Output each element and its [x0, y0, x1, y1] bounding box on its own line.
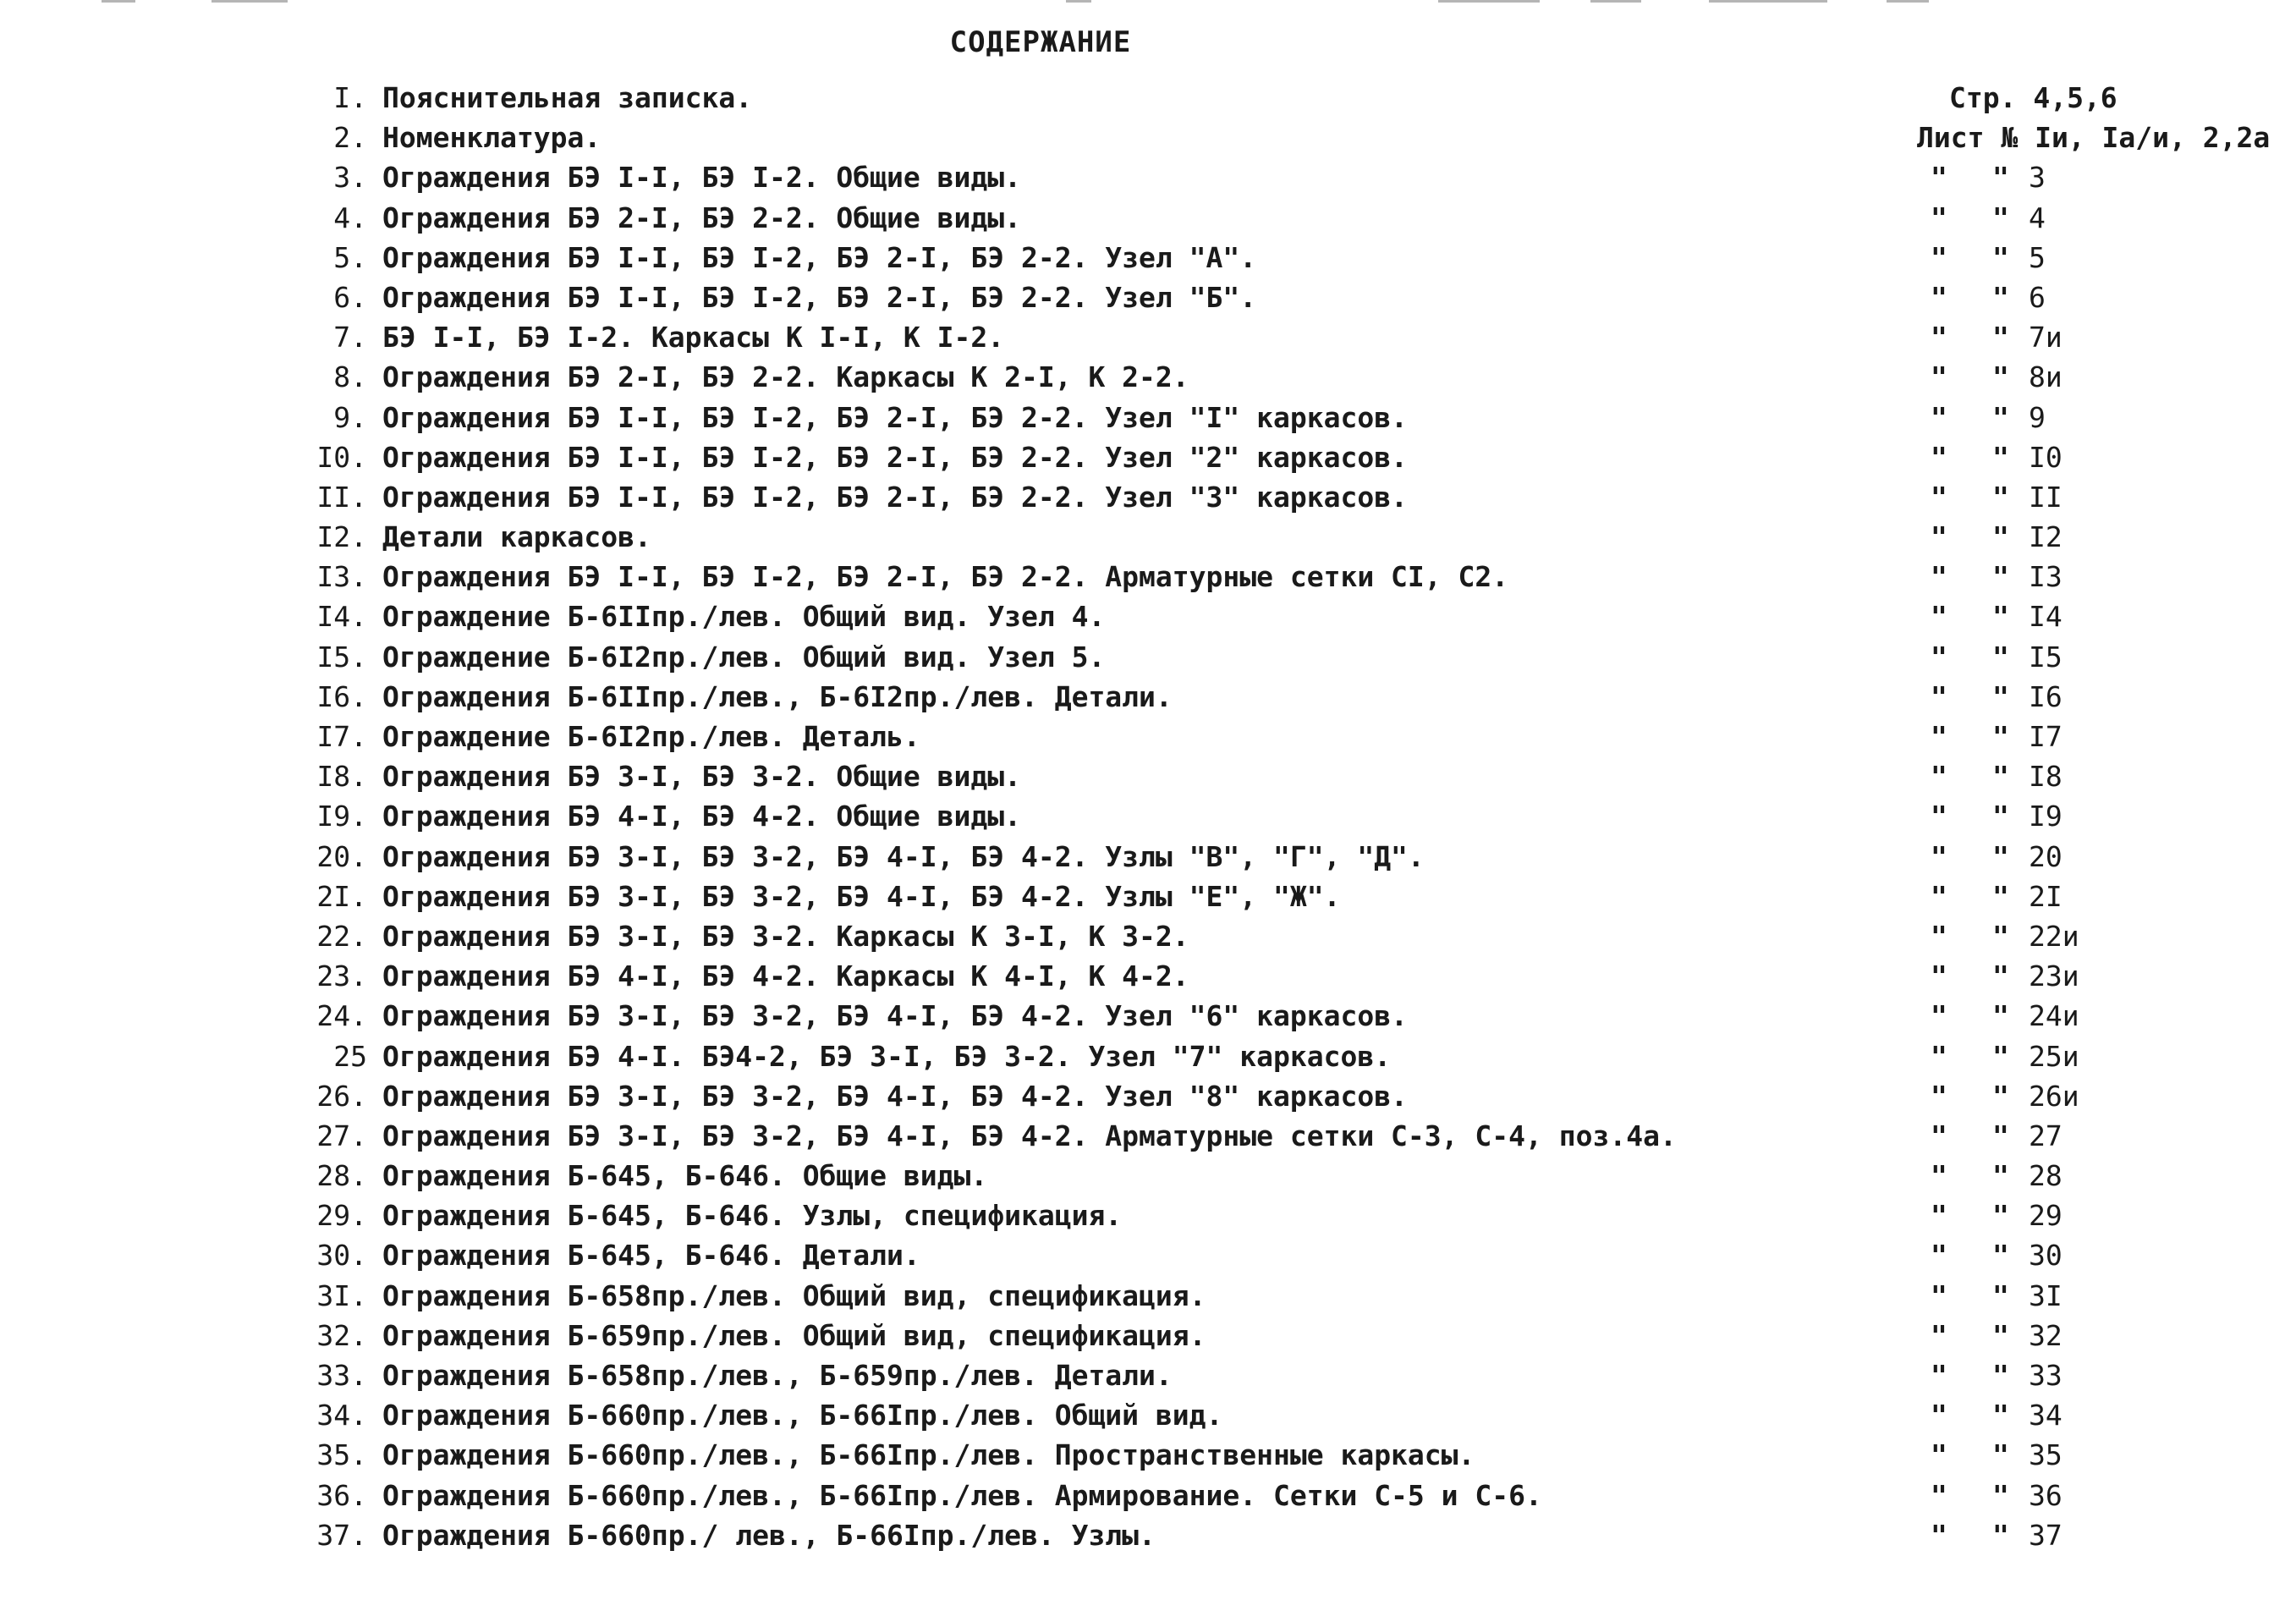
- item-title: Пояснительная записка.: [382, 81, 753, 114]
- item-title: Ограждения БЭ 3-I, БЭ 3-2. Каркасы К 3-I, К 3-2.: [382, 919, 1189, 953]
- item-title: Ограждения БЭ 3-I, БЭ 3-2, БЭ 4-I, БЭ 4-2. Арматурные сетки С-3, С-4, поз.4а.: [382, 1119, 1677, 1152]
- item-sheet-number: I7: [2029, 720, 2063, 753]
- contents-row: [0, 1515, 2296, 1555]
- item-sheet-number: I0: [2029, 440, 2063, 474]
- ditto-mark: ": [1931, 800, 1947, 833]
- ditto-mark: ": [1992, 600, 2009, 634]
- contents-row: [0, 1196, 2296, 1235]
- ditto-mark: ": [1931, 1359, 1947, 1392]
- item-sheet-number: 37: [2029, 1518, 2063, 1552]
- ditto-mark: ": [1931, 1239, 1947, 1273]
- ditto-mark: ": [1931, 640, 1947, 674]
- ditto-mark: ": [1992, 161, 2009, 195]
- ditto-mark: ": [1992, 1318, 2009, 1352]
- scan-top-edge: [0, 0, 2296, 5]
- item-number: 28.: [316, 1159, 367, 1193]
- ditto-mark: ": [1992, 800, 2009, 833]
- item-number: 23.: [316, 959, 367, 993]
- contents-row: [0, 317, 2296, 357]
- ditto-mark: ": [1992, 480, 2009, 514]
- item-sheet-number: 33: [2029, 1359, 2063, 1392]
- contents-row: [0, 796, 2296, 836]
- contents-row: [0, 198, 2296, 238]
- item-number: 20.: [316, 839, 367, 873]
- page-title: СОДЕРЖАНИЕ: [949, 25, 1132, 59]
- item-number: 3I.: [316, 1278, 367, 1312]
- ditto-mark: ": [1931, 879, 1947, 913]
- ditto-mark: ": [1992, 1199, 2009, 1233]
- ditto-mark: ": [1931, 919, 1947, 953]
- item-number: I8.: [316, 760, 367, 794]
- ditto-mark: ": [1992, 959, 2009, 993]
- contents-row: [0, 278, 2296, 317]
- contents-row: [0, 398, 2296, 437]
- item-number: 36.: [316, 1478, 367, 1512]
- ditto-mark: ": [1931, 760, 1947, 794]
- contents-list: [0, 78, 2296, 1555]
- item-title: Ограждения БЭ I-I, БЭ I-2, БЭ 2-I, БЭ 2-2. Узел "3" каркасов.: [382, 480, 1408, 514]
- contents-row: [0, 1355, 2296, 1395]
- item-title: Номенклатура.: [382, 121, 601, 155]
- item-number: I4.: [316, 600, 367, 634]
- item-sheet-number: I2: [2029, 520, 2063, 554]
- item-number: 5.: [333, 240, 367, 274]
- ditto-mark: ": [1931, 161, 1947, 195]
- item-number: I0.: [316, 440, 367, 474]
- item-title: Ограждения Б-660пр./лев., Б-66Iпр./лев. Общий вид.: [382, 1399, 1223, 1432]
- contents-row: [0, 677, 2296, 717]
- ditto-mark: ": [1931, 1318, 1947, 1352]
- ditto-mark: ": [1931, 1278, 1947, 1312]
- item-sheet-number: 8и: [2029, 360, 2063, 394]
- item-title: Ограждения Б-645, Б-646. Общие виды.: [382, 1159, 988, 1193]
- ditto-mark: ": [1992, 999, 2009, 1033]
- item-sheet-number: I9: [2029, 800, 2063, 833]
- item-sheet-number: I8: [2029, 760, 2063, 794]
- contents-row: [0, 1036, 2296, 1076]
- item-number: 35.: [316, 1438, 367, 1472]
- item-title: БЭ I-I, БЭ I-2. Каркасы К I-I, К I-2.: [382, 321, 1005, 355]
- item-sheet-number: II: [2029, 480, 2063, 514]
- contents-row: [0, 597, 2296, 636]
- ditto-mark: ": [1992, 1119, 2009, 1152]
- item-title: Ограждения БЭ I-I, БЭ I-2, БЭ 2-I, БЭ 2-2. Узел "Б".: [382, 280, 1257, 314]
- item-title: Ограждения БЭ 2-I, БЭ 2-2. Общие виды.: [382, 201, 1021, 234]
- item-sheet-number: 28: [2029, 1159, 2063, 1193]
- item-sheet-number: 4: [2029, 201, 2046, 234]
- ditto-mark: ": [1992, 1399, 2009, 1432]
- ditto-mark: ": [1931, 560, 1947, 594]
- ditto-mark: ": [1931, 959, 1947, 993]
- item-number: II.: [316, 480, 367, 514]
- contents-row: [0, 637, 2296, 677]
- item-sheet-number: 7и: [2029, 321, 2063, 355]
- contents-row: [0, 437, 2296, 477]
- contents-row: [0, 517, 2296, 557]
- item-number: 3.: [333, 161, 367, 195]
- item-title: Детали каркасов.: [382, 520, 651, 554]
- ditto-mark: ": [1992, 879, 2009, 913]
- item-number: 9.: [333, 400, 367, 434]
- ditto-mark: ": [1992, 1159, 2009, 1193]
- item-number: 29.: [316, 1199, 367, 1233]
- item-number: 2I.: [316, 879, 367, 913]
- item-number: 37.: [316, 1518, 367, 1552]
- item-title: Ограждения БЭ 4-I, БЭ 4-2. Общие виды.: [382, 800, 1021, 833]
- ditto-mark: ": [1992, 201, 2009, 234]
- ditto-mark: ": [1931, 1399, 1947, 1432]
- ditto-mark: ": [1992, 360, 2009, 394]
- ditto-mark: ": [1931, 440, 1947, 474]
- contents-row: [0, 238, 2296, 278]
- item-number: 6.: [333, 280, 367, 314]
- item-number: 34.: [316, 1399, 367, 1432]
- item-sheet-number: I3: [2029, 560, 2063, 594]
- ditto-mark: ": [1931, 600, 1947, 634]
- contents-row: [0, 1395, 2296, 1435]
- item-number: 32.: [316, 1318, 367, 1352]
- ditto-mark: ": [1931, 679, 1947, 713]
- item-number: 26.: [316, 1079, 367, 1113]
- item-sheet-number: 3I: [2029, 1278, 2063, 1312]
- ditto-mark: ": [1931, 999, 1947, 1033]
- item-title: Ограждения БЭ 3-I, БЭ 3-2. Общие виды.: [382, 760, 1021, 794]
- item-number: 24.: [316, 999, 367, 1033]
- contents-row: [0, 1276, 2296, 1316]
- item-sheet-number: I5: [2029, 640, 2063, 674]
- item-title: Ограждения БЭ 3-I, БЭ 3-2, БЭ 4-I, БЭ 4-2. Узлы "Е", "Ж".: [382, 879, 1341, 913]
- item-sheet-number: 2I: [2029, 879, 2063, 913]
- contents-row: [0, 1116, 2296, 1156]
- ditto-mark: ": [1931, 1039, 1947, 1073]
- ditto-mark: ": [1992, 679, 2009, 713]
- contents-row: [0, 157, 2296, 197]
- item-number: 7.: [333, 321, 367, 355]
- item-title: Ограждения БЭ I-I, БЭ I-2, БЭ 2-I, БЭ 2-2. Узел "I" каркасов.: [382, 400, 1408, 434]
- item-number: 4.: [333, 201, 367, 234]
- item-title: Ограждения Б-659пр./лев. Общий вид, спецификация.: [382, 1318, 1206, 1352]
- ditto-mark: ": [1992, 1278, 2009, 1312]
- ditto-mark: ": [1992, 1438, 2009, 1472]
- ditto-mark: ": [1931, 360, 1947, 394]
- contents-row: [0, 78, 2296, 118]
- item-title: Ограждения Б-660пр./лев., Б-66Iпр./лев. Армирование. Сетки С-5 и С-6.: [382, 1478, 1542, 1512]
- item-number: 27.: [316, 1119, 367, 1152]
- item-title: Ограждения БЭ 3-I, БЭ 3-2, БЭ 4-I, БЭ 4-2. Узлы "В", "Г", "Д".: [382, 839, 1425, 873]
- item-sheet-number: 20: [2029, 839, 2063, 873]
- ditto-mark: ": [1931, 240, 1947, 274]
- item-sheet-number: 23и: [2029, 959, 2079, 993]
- item-number: I3.: [316, 560, 367, 594]
- item-title: Ограждения БЭ I-I, БЭ I-2. Общие виды.: [382, 161, 1021, 195]
- contents-row: [0, 717, 2296, 756]
- item-number: 33.: [316, 1359, 367, 1392]
- item-sheet-number: 3: [2029, 161, 2046, 195]
- ditto-mark: ": [1931, 400, 1947, 434]
- item-title: Ограждения Б-660пр./лев., Б-66Iпр./лев. Пространственные каркасы.: [382, 1438, 1475, 1472]
- item-title: Ограждение Б-6I2пр./лев. Деталь.: [382, 720, 920, 753]
- item-sheet-number: 30: [2029, 1239, 2063, 1273]
- ditto-mark: ": [1931, 321, 1947, 355]
- contents-row: [0, 118, 2296, 157]
- item-title: Ограждения БЭ 3-I, БЭ 3-2, БЭ 4-I, БЭ 4-2. Узел "6" каркасов.: [382, 999, 1408, 1033]
- ditto-mark: ": [1931, 280, 1947, 314]
- item-sheet-number: 24и: [2029, 999, 2079, 1033]
- ditto-mark: ": [1992, 280, 2009, 314]
- contents-row: [0, 877, 2296, 916]
- item-number: I9.: [316, 800, 367, 833]
- contents-row: [0, 1316, 2296, 1355]
- ditto-mark: ": [1992, 1079, 2009, 1113]
- item-title: Ограждения Б-660пр./ лев., Б-66Iпр./лев. Узлы.: [382, 1518, 1156, 1552]
- item-title: Ограждение Б-6I2пр./лев. Общий вид. Узел 5.: [382, 640, 1106, 674]
- item-sheet-number: 36: [2029, 1478, 2063, 1512]
- ditto-mark: ": [1931, 1518, 1947, 1552]
- ditto-mark: ": [1931, 480, 1947, 514]
- item-number: 22.: [316, 919, 367, 953]
- ditto-mark: ": [1992, 440, 2009, 474]
- item-sheet-number: 25и: [2029, 1039, 2079, 1073]
- ditto-mark: ": [1992, 1359, 2009, 1392]
- item-sheet-number: I6: [2029, 679, 2063, 713]
- ditto-mark: ": [1931, 1159, 1947, 1193]
- item-title: Ограждения БЭ 2-I, БЭ 2-2. Каркасы К 2-I, К 2-2.: [382, 360, 1189, 394]
- item-title: Ограждения БЭ 4-I. БЭ4-2, БЭ 3-I, БЭ 3-2. Узел "7" каркасов.: [382, 1039, 1392, 1073]
- item-sheet-number: 27: [2029, 1119, 2063, 1152]
- ditto-mark: ": [1992, 560, 2009, 594]
- contents-row: [0, 1156, 2296, 1196]
- ditto-mark: ": [1992, 240, 2009, 274]
- ditto-mark: ": [1931, 1119, 1947, 1152]
- item-sheet-number: I4: [2029, 600, 2063, 634]
- item-title: Ограждения БЭ I-I, БЭ I-2, БЭ 2-I, БЭ 2-2. Узел "А".: [382, 240, 1257, 274]
- ditto-mark: ": [1931, 839, 1947, 873]
- item-number: 2.: [333, 121, 367, 155]
- contents-row: [0, 756, 2296, 796]
- item-number: 25: [333, 1039, 367, 1073]
- ditto-mark: ": [1992, 1518, 2009, 1552]
- contents-row: [0, 357, 2296, 397]
- item-number: I2.: [316, 520, 367, 554]
- contents-row: [0, 1076, 2296, 1116]
- item-title: Ограждения БЭ I-I, БЭ I-2, БЭ 2-I, БЭ 2-2. Арматурные сетки CI, C2.: [382, 560, 1509, 594]
- item-sheet-number: 9: [2029, 400, 2046, 434]
- ditto-mark: ": [1931, 201, 1947, 234]
- contents-row: [0, 996, 2296, 1036]
- ditto-mark: ": [1992, 760, 2009, 794]
- ditto-mark: ": [1931, 520, 1947, 554]
- ditto-mark: ": [1931, 1478, 1947, 1512]
- ditto-mark: ": [1992, 640, 2009, 674]
- item-title: Ограждения БЭ 4-I, БЭ 4-2. Каркасы К 4-I, К 4-2.: [382, 959, 1189, 993]
- item-number: I6.: [316, 679, 367, 713]
- contents-row: [0, 1476, 2296, 1515]
- contents-row: [0, 477, 2296, 517]
- item-number: 30.: [316, 1239, 367, 1273]
- item-title: Ограждения Б-658пр./лев. Общий вид, спецификация.: [382, 1278, 1206, 1312]
- contents-row: [0, 557, 2296, 597]
- contents-row: [0, 956, 2296, 996]
- item-sheet-number: 35: [2029, 1438, 2063, 1472]
- contents-row: [0, 916, 2296, 956]
- item-number: 8.: [333, 360, 367, 394]
- ditto-mark: ": [1931, 1438, 1947, 1472]
- item-title: Ограждение Б-6IIпр./лев. Общий вид. Узел 4.: [382, 600, 1106, 634]
- item-number: I7.: [316, 720, 367, 753]
- item-title: Ограждения Б-645, Б-646. Детали.: [382, 1239, 920, 1273]
- item-title: Ограждения Б-645, Б-646. Узлы, спецификация.: [382, 1199, 1123, 1233]
- contents-row: [0, 1435, 2296, 1475]
- ditto-mark: ": [1992, 720, 2009, 753]
- item-title: Ограждения БЭ I-I, БЭ I-2, БЭ 2-I, БЭ 2-2. Узел "2" каркасов.: [382, 440, 1408, 474]
- ditto-mark: ": [1992, 400, 2009, 434]
- ditto-mark: ": [1992, 1239, 2009, 1273]
- ditto-mark: ": [1992, 1039, 2009, 1073]
- ditto-mark: ": [1992, 919, 2009, 953]
- item-sheet-number: 6: [2029, 280, 2046, 314]
- item-sheet-number: 34: [2029, 1399, 2063, 1432]
- ditto-mark: ": [1931, 1079, 1947, 1113]
- item-number: I.: [333, 81, 367, 114]
- item-page-ref: Лист № Iи, Iа/и, 2,2а: [1917, 121, 2271, 155]
- contents-row: [0, 1235, 2296, 1275]
- ditto-mark: ": [1992, 839, 2009, 873]
- item-number: I5.: [316, 640, 367, 674]
- ditto-mark: ": [1992, 321, 2009, 355]
- item-title: Ограждения БЭ 3-I, БЭ 3-2, БЭ 4-I, БЭ 4-2. Узел "8" каркасов.: [382, 1079, 1408, 1113]
- item-sheet-number: 22и: [2029, 919, 2079, 953]
- item-sheet-number: 29: [2029, 1199, 2063, 1233]
- item-sheet-number: 26и: [2029, 1079, 2079, 1113]
- contents-row: [0, 837, 2296, 877]
- ditto-mark: ": [1992, 520, 2009, 554]
- ditto-mark: ": [1992, 1478, 2009, 1512]
- item-sheet-number: 5: [2029, 240, 2046, 274]
- item-sheet-number: 32: [2029, 1318, 2063, 1352]
- item-title: Ограждения Б-658пр./лев., Б-659пр./лев. Детали.: [382, 1359, 1173, 1392]
- ditto-mark: ": [1931, 720, 1947, 753]
- ditto-mark: ": [1931, 1199, 1947, 1233]
- item-title: Ограждения Б-6IIпр./лев., Б-6I2пр./лев. Детали.: [382, 679, 1173, 713]
- item-page-ref: Стр. 4,5,6: [1949, 81, 2117, 114]
